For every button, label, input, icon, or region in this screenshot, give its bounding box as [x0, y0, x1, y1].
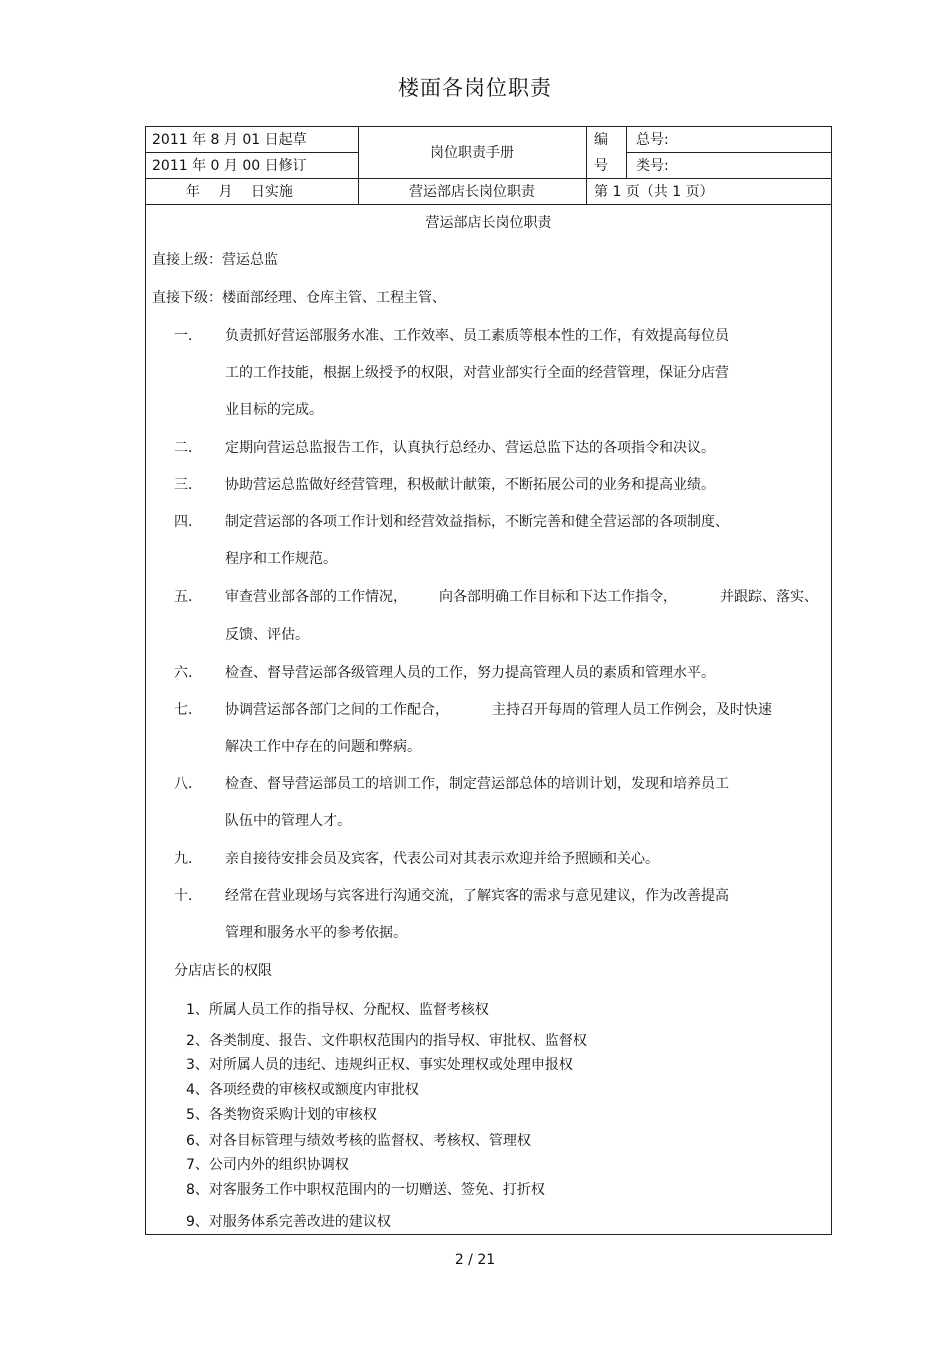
page-info: 第 1 页（共 1 页）	[594, 184, 714, 200]
rights-item: 8、对客服务工作中职权范围内的一切赠送、签免、打折权	[186, 1182, 545, 1198]
duty-line: 主持召开每周的管理人员工作例会，及时快速	[492, 702, 772, 718]
duty-line: 解决工作中存在的问题和弊病。	[225, 739, 421, 755]
rights-item: 1、所属人员工作的指导权、分配权、监督考核权	[186, 1002, 489, 1018]
rights-item: 3、对所属人员的违纪、违规纠正权、事实处理权或处理申报权	[186, 1057, 573, 1073]
duty-number: 八．	[174, 776, 202, 792]
duty-line: 定期向营运总监报告工作，认真执行总经办、营运总监下达的各项指令和决议。	[225, 440, 715, 456]
code-label-top: 编	[594, 132, 608, 148]
duty-line: 协调营运部各部门之间的工作配合，	[225, 702, 449, 718]
rights-item: 2、各类制度、报告、文件职权范围内的指导权、审批权、监督权	[186, 1033, 587, 1049]
duty-number: 三．	[174, 477, 202, 493]
manual-name: 岗位职责手册	[430, 145, 514, 161]
grid-line	[626, 152, 832, 153]
category-number: 类号:	[636, 158, 669, 174]
page-number: 2 / 21	[454, 1252, 496, 1268]
revise-date: 2011 年 0 月 00 日修订	[152, 158, 307, 174]
duty-number: 一．	[174, 328, 202, 344]
doc-name: 营运部店长岗位职责	[409, 184, 535, 200]
duty-number: 七．	[174, 702, 202, 718]
rights-item: 6、对各目标管理与绩效考核的监督权、考核权、管理权	[186, 1133, 531, 1149]
duty-number: 四．	[174, 514, 202, 530]
duty-line: 反馈、评估。	[225, 627, 309, 643]
duty-line: 制定营运部的各项工作计划和经营效益指标，不断完善和健全营运部的各项制度、	[225, 514, 729, 530]
duty-line: 检查、督导营运部员工的培训工作，制定营运部总体的培训计划，发现和培养员工	[225, 776, 729, 792]
duty-line: 管理和服务水平的参考依据。	[225, 925, 407, 941]
duty-line: 负责抓好营运部服务水准、工作效率、员工素质等根本性的工作，有效提高每位员	[225, 328, 729, 344]
direct-subordinates: 直接下级：楼面部经理、仓库主管、工程主管、	[152, 290, 446, 306]
direct-superior: 直接上级：营运总监	[152, 252, 278, 268]
duty-line: 工的工作技能，根据上级授予的权限，对营业部实行全面的经营管理，保证分店营	[225, 365, 729, 381]
code-label-bottom: 号	[594, 158, 608, 174]
duty-line: 队伍中的管理人才。	[225, 813, 351, 829]
duty-line: 程序和工作规范。	[225, 551, 337, 567]
rights-item: 7、公司内外的组织协调权	[186, 1157, 349, 1173]
duty-line: 检查、督导营运部各级管理人员的工作，努力提高管理人员的素质和管理水平。	[225, 665, 715, 681]
duty-number: 九．	[174, 851, 202, 867]
grid-line	[626, 126, 627, 178]
grid-line	[586, 126, 587, 204]
rights-item: 4、各项经费的审核权或额度内审批权	[186, 1082, 419, 1098]
duty-line: 并跟踪、落实、	[720, 589, 818, 605]
grid-line	[145, 204, 832, 205]
duty-number: 六．	[174, 665, 202, 681]
page-title: 楼面各岗位职责	[398, 76, 552, 100]
rights-item: 9、对服务体系完善改进的建议权	[186, 1214, 391, 1230]
duty-line: 向各部明确工作目标和下达工作指令，	[439, 589, 677, 605]
duty-number: 五．	[174, 589, 202, 605]
duty-line: 协助营运总监做好经营管理，积极献计献策，不断拓展公司的业务和提高业绩。	[225, 477, 715, 493]
grid-line	[145, 152, 358, 153]
duty-line: 亲自接待安排会员及宾客，代表公司对其表示欢迎并给予照顾和关心。	[225, 851, 659, 867]
section-title: 营运部店长岗位职责	[425, 215, 552, 231]
rights-item: 5、各类物资采购计划的审核权	[186, 1107, 377, 1123]
duty-line: 经常在营业现场与宾客进行沟通交流，了解宾客的需求与意见建议，作为改善提高	[225, 888, 729, 904]
grid-line	[145, 178, 832, 179]
duty-line: 审查营业部各部的工作情况，	[225, 589, 407, 605]
rights-title: 分店店长的权限	[174, 963, 272, 979]
draft-date: 2011 年 8 月 01 日起草	[152, 132, 307, 148]
duty-line: 业目标的完成。	[225, 402, 323, 418]
duty-number: 二．	[174, 440, 202, 456]
duty-number: 十．	[174, 888, 202, 904]
implement-date: 年 月 日实施	[186, 184, 293, 200]
total-number: 总号:	[636, 132, 669, 148]
